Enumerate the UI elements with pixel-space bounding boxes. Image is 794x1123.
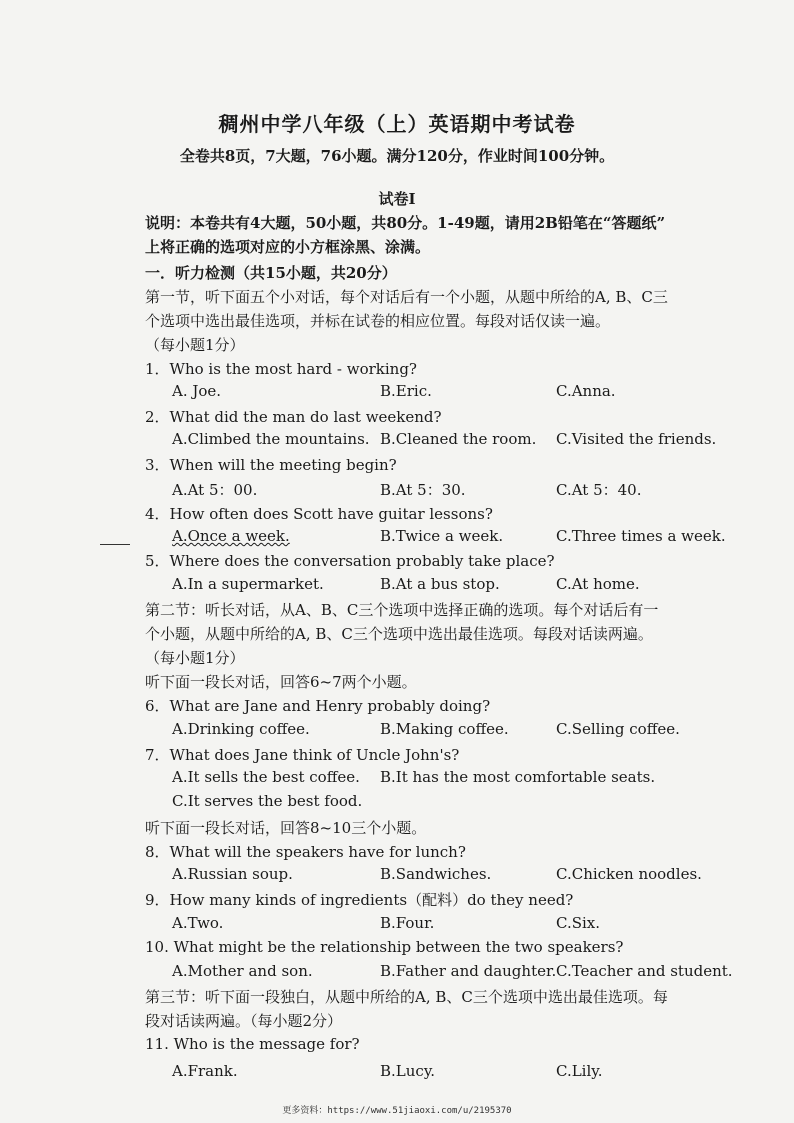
option-4c[interactable]: C.Three times a week.: [556, 527, 726, 545]
option-1b[interactable]: B.Eric.: [380, 382, 432, 400]
option-10b[interactable]: B.Father and daughter.: [380, 962, 557, 980]
part1-instruction-1: 第一节，听下面五个小对话，每个对话后有一个小题，从题中所给的A, B、C三: [145, 288, 668, 306]
option-10a[interactable]: A.Mother and son.: [172, 962, 313, 980]
option-3a[interactable]: A.At 5：00.: [172, 481, 258, 499]
option-4b[interactable]: B.Twice a week.: [380, 527, 504, 545]
paper-label: 试卷I: [378, 190, 416, 208]
question-10: 10. What might be the relationship between the two speakers?: [145, 938, 624, 956]
part2-instruction-2: 个小题，从题中所给的A, B、C三个选项中选出最佳选项。每段对话读两遍。: [145, 625, 653, 643]
option-9c[interactable]: C.Six.: [556, 914, 601, 932]
option-7a[interactable]: A.It sells the best coffee.: [172, 768, 360, 786]
page-subtitle: 全卷共8页，7大题，76小题。满分120分，作业时间100分钟。: [179, 147, 615, 165]
footer-source-link[interactable]: 更多资料：https://www.51jiaoxi.com/u/2195370: [282, 1106, 512, 1116]
option-5b[interactable]: B.At a bus stop.: [380, 575, 500, 593]
page-title: 稠州中学八年级（上）英语期中考试卷: [218, 112, 576, 136]
question-9: 9．How many kinds of ingredients（配料）do they need?: [145, 891, 574, 909]
option-9b[interactable]: B.Four.: [380, 914, 435, 932]
option-1c[interactable]: C.Anna.: [556, 382, 616, 400]
option-1a[interactable]: A. Joe.: [172, 382, 222, 400]
option-2a[interactable]: A.Climbed the mountains.: [172, 430, 370, 448]
question-1: 1．Who is the most hard - working?: [145, 360, 417, 378]
part3-instruction-1: 第三节：听下面一段独白，从题中所给的A, B、C三个选项中选出最佳选项。每: [145, 988, 668, 1006]
option-3b[interactable]: B.At 5：30.: [380, 481, 466, 499]
option-6a[interactable]: A.Drinking coffee.: [172, 720, 310, 738]
intro-line-1: 说明：本卷共有4大题，50小题，共80分。1-49题，请用2B铅笔在“答题纸”: [145, 214, 666, 232]
part1-instruction-3: （每小题1分）: [145, 336, 245, 354]
question-7: 7．What does Jane think of Uncle John's?: [145, 746, 460, 764]
option-10c[interactable]: C.Teacher and student.: [556, 962, 733, 980]
part2-sub-instruction-2: 听下面一段长对话，回答8~10三个小题。: [145, 819, 427, 837]
question-11: 11. Who is the message for?: [145, 1035, 360, 1053]
option-5a[interactable]: A.In a supermarket.: [172, 575, 324, 593]
question-5: 5．Where does the conversation probably take place?: [145, 552, 555, 570]
option-9a[interactable]: A.Two.: [172, 914, 224, 932]
section-heading: 一．听力检测（共15小题，共20分）: [145, 264, 397, 282]
option-6b[interactable]: B.Making coffee.: [380, 720, 509, 738]
option-8b[interactable]: B.Sandwiches.: [380, 865, 492, 883]
option-11c[interactable]: C.Lily.: [556, 1062, 603, 1080]
option-4a[interactable]: A.Once a week.: [172, 527, 290, 545]
part1-instruction-2: 个选项中选出最佳选项，并标在试卷的相应位置。每段对话仅读一遍。: [145, 312, 611, 330]
option-11a[interactable]: A.Frank.: [172, 1062, 238, 1080]
question-2: 2．What did the man do last weekend?: [145, 408, 442, 426]
question-3: 3．When will the meeting begin?: [145, 456, 397, 474]
question-4: 4．How often does Scott have guitar lessons?: [145, 505, 493, 523]
option-6c[interactable]: C.Selling coffee.: [556, 720, 680, 738]
option-2b[interactable]: B.Cleaned the room.: [380, 430, 537, 448]
option-5c[interactable]: C.At home.: [556, 575, 640, 593]
part2-instruction-1: 第二节：听长对话，从A、B、C三个选项中选择正确的选项。每个对话后有一: [145, 601, 659, 619]
question-6: 6．What are Jane and Henry probably doing?: [145, 697, 491, 715]
option-8c[interactable]: C.Chicken noodles.: [556, 865, 702, 883]
part2-instruction-3: （每小题1分）: [145, 649, 245, 667]
option-7c[interactable]: C.It serves the best food.: [172, 792, 363, 810]
option-2c[interactable]: C.Visited the friends.: [556, 430, 717, 448]
option-8a[interactable]: A.Russian soup.: [172, 865, 293, 883]
margin-mark: [100, 544, 130, 545]
part3-instruction-2: 段对话读两遍。（每小题2分）: [145, 1012, 343, 1030]
option-7b[interactable]: B.It has the most comfortable seats.: [380, 768, 656, 786]
option-3c[interactable]: C.At 5：40.: [556, 481, 642, 499]
option-11b[interactable]: B.Lucy.: [380, 1062, 436, 1080]
part2-sub-instruction-1: 听下面一段长对话，回答6~7两个小题。: [145, 673, 417, 691]
intro-line-2: 上将正确的选项对应的小方框涂黑、涂满。: [145, 238, 431, 256]
question-8: 8．What will the speakers have for lunch?: [145, 843, 466, 861]
